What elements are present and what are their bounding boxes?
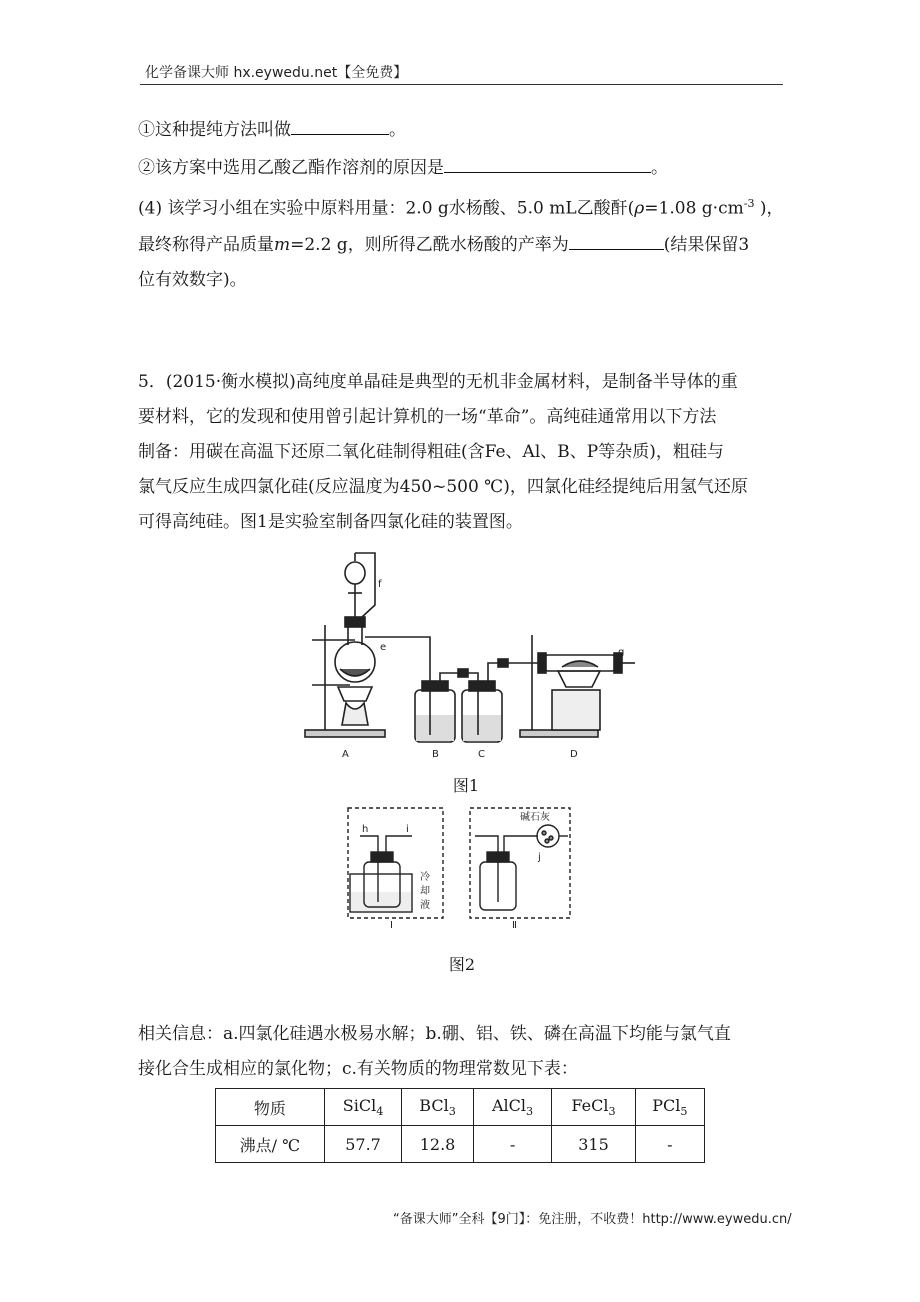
answer-blank-3[interactable] [569, 227, 664, 250]
table-cell: 315 [552, 1126, 635, 1163]
table-cell: 沸点/ ℃ [216, 1126, 325, 1163]
label-e: e [380, 642, 387, 653]
separatory-funnel [345, 562, 365, 584]
label-cool: 冷 [420, 872, 430, 883]
answer-blank-1[interactable] [291, 112, 389, 135]
figure-2-apparatus [340, 802, 580, 932]
stand-base-d [520, 730, 598, 737]
label-d: D [570, 749, 578, 760]
q5-line: 制备：用碳在高温下还原二氧化硅制得粗硅(含Fe、Al、B、P等杂质)，粗硅与 [138, 442, 724, 462]
table-row [216, 1089, 705, 1126]
table-cell: 12.8 [402, 1126, 473, 1163]
label-i-roman: I [390, 920, 393, 931]
label-i: i [406, 824, 409, 835]
label-soda-lime: 碱石灰 [520, 812, 550, 823]
q4-item-1-text: ①这种提纯方法叫做 [138, 120, 291, 140]
table-header-cell: PCl$_5$ [635, 1089, 704, 1126]
q5-line: 可得高纯硅。图1是实验室制备四氯化硅的装置图。 [138, 512, 523, 532]
q4-item-1: ①这种提纯方法叫做 。 [138, 112, 788, 148]
table-header-cell: 物质 [216, 1089, 325, 1126]
q4-item-2-text: ②该方案中选用乙酸乙酯作溶剂的原因是 [138, 158, 444, 178]
info-line: 相关信息：a.四氯化硅遇水极易水解；b.硼、铝、铁、磷在高温下均能与氯气直 [138, 1024, 731, 1044]
q5-line: 5．(2015·衡水模拟)高纯度单晶硅是典型的无机非金属材料，是制备半导体的重 [138, 372, 738, 392]
table-row [216, 1126, 705, 1163]
answer-blank-2[interactable] [444, 150, 651, 173]
table-header-cell: BCl$_3$ [402, 1089, 473, 1126]
q5-paragraph [138, 365, 788, 540]
apparatus-ii-frame [470, 808, 570, 918]
q4-item-3: (4) 该学习小组在实验中原料用量：2.0 g水杨酸、5.0 mL乙酸酐(ρ=1.08 $g\cdot cm^{-3}$ )， 最终称得产品质量m=2.2 g，则所得乙酰水杨酸的产率为 (结果保留3 位有效数字)。 [138, 197, 784, 290]
header-divider [140, 84, 783, 85]
label-f: f [378, 579, 382, 590]
label-cool: 液 [420, 900, 430, 911]
stand-base-a [305, 730, 385, 737]
info-paragraph [138, 1017, 788, 1087]
label-cool: 却 [420, 886, 430, 897]
table-header-cell: FeCl$_3$ [552, 1089, 635, 1126]
figure-1-apparatus [300, 545, 640, 765]
table-cell: - [473, 1126, 552, 1163]
physical-constants-table [215, 1088, 705, 1163]
figure-1-caption: 图1 [452, 776, 480, 795]
label-b: B [432, 749, 439, 760]
label-g: g [618, 647, 625, 658]
figure-2-caption: 图2 [448, 955, 476, 974]
table-header-cell: SiCl$_4$ [324, 1089, 402, 1126]
page-header: 化学备课大师 hx.eywedu.net【全免费】 [145, 65, 408, 81]
page-footer: “备课大师”全科【9门】：免注册，不收费！http://www.eywedu.cn/ [393, 1212, 792, 1227]
table-cell: - [635, 1126, 704, 1163]
q5-line: 氯气反应生成四氯化硅(反应温度为450~500 ℃)，四氯化硅经提纯后用氢气还原 [138, 477, 748, 497]
label-h: h [362, 824, 369, 835]
label-c: C [478, 749, 485, 760]
label-ii-roman: Ⅱ [512, 920, 517, 931]
q4-item-2: ②该方案中选用乙酸乙酯作溶剂的原因是 。 [138, 150, 788, 186]
label-j: j [538, 852, 541, 863]
label-a: A [342, 749, 349, 760]
table-cell: 57.7 [324, 1126, 402, 1163]
drying-tube-soda-lime [537, 825, 559, 847]
info-line: 接化合生成相应的氯化物；c.有关物质的物理常数见下表： [138, 1059, 578, 1079]
table-header-cell: AlCl$_3$ [473, 1089, 552, 1126]
q5-line: 要材料，它的发现和使用曾引起计算机的一场“革命”。高纯硅通常用以下方法 [138, 407, 717, 427]
